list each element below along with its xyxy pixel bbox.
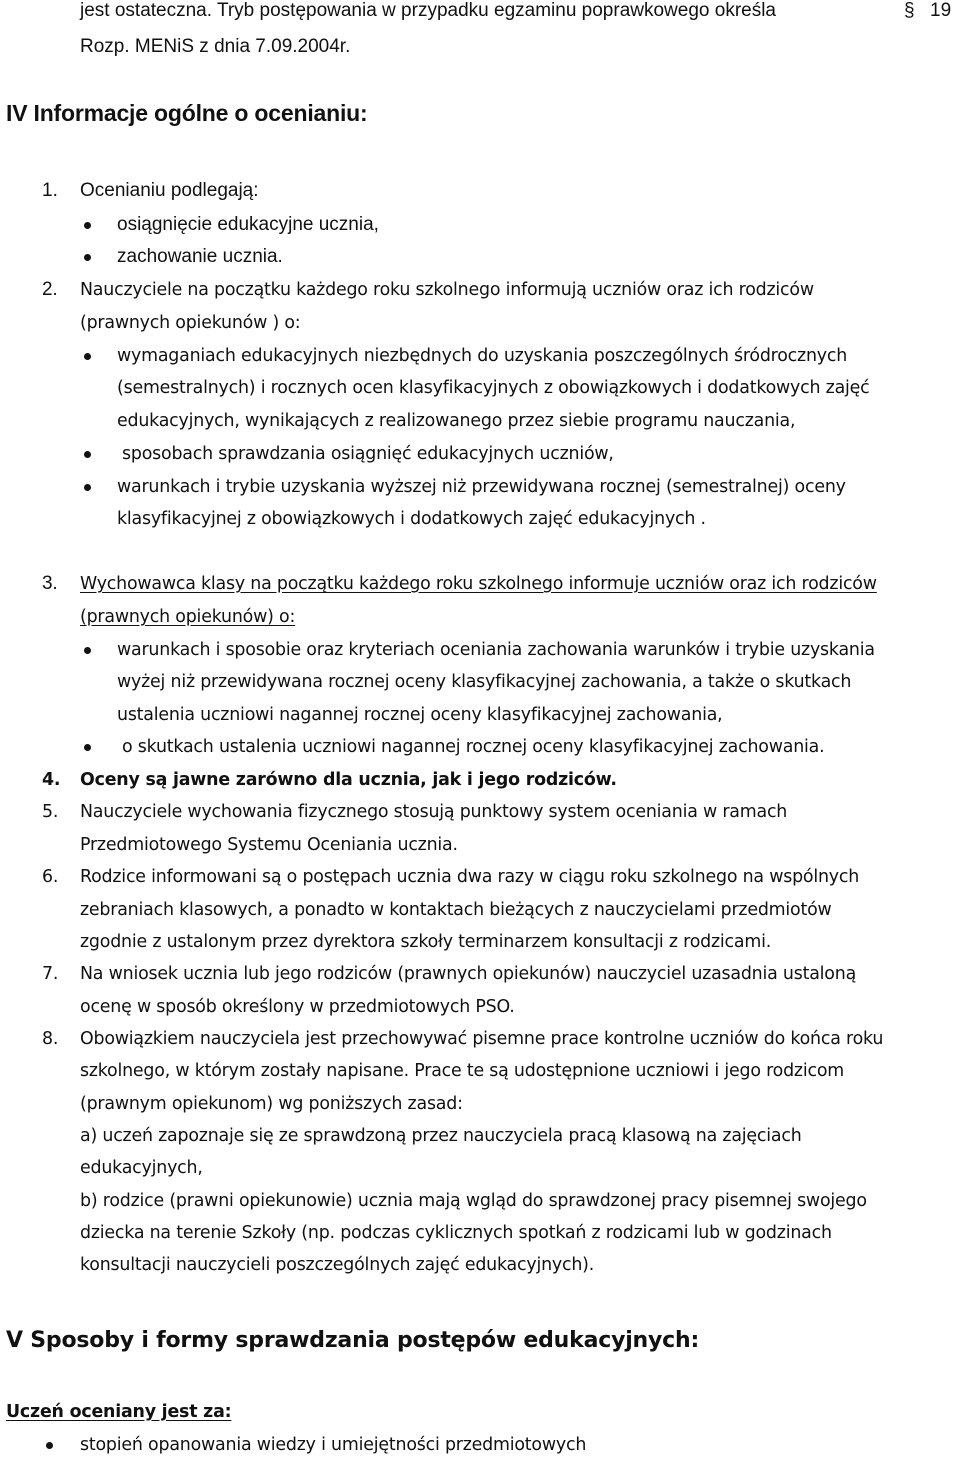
- paragraph-sign: §: [904, 0, 915, 21]
- bullet-icon: [46, 1442, 53, 1449]
- intro-text: jest ostateczna. Tryb postępowania w przypadku egzaminu poprawkowego określa: [80, 0, 776, 21]
- bullet-icon: [84, 484, 91, 491]
- bullet-icon: [84, 222, 91, 229]
- document-page: jest ostateczna. Tryb postępowania w przypadku egzaminu poprawkowego określa § 19 Rozp. MENiS z dnia 7.09.2004r. IV Informacje ogólne o ocenianiu: 1. Ocenianiu podlegają: osiągnięcie edukacyjne ucznia, zachowanie ucznia. 2. Nauczyciele na początku każdego roku szkolnego informują uczniów oraz ich rodziców (prawnych opiekunów ) o: wymaganiach edukacyjnych niezbędnych do uzyskania poszczególnych śródrocznych (semestralnych) i rocznych ocen klasyfikacyjnych z obowiązkowych i dodatkowych zajęć edukacyjnych, wynikających z realizowanego przez siebie programu nauczania, sposobach sprawdzania osiągnięć edukacyjnych uczniów, warunkach i trybie uzyskania wyższej niż przewidywana rocznej (semestralnej) oceny klasyfikacyjnej z obowiązkowych i dodatkowych zajęć edukacyjnych . 3. Wychowawca klasy na początku każdego roku szkolnego informuje uczniów oraz ich rodziców (prawnych opiekunów) o: warunkach i sposobie oraz kryteriach oceniania zachowania warunków i trybie uzyskania wyżej niż przewidywana rocznej oceny klasyfikacyjnej zachowania, a także o skutkach ustalenia uczniowi nagannej rocznej oceny klasyfikacyjnej zachowania, o skutkach ustalenia uczniowi nagannej rocznej oceny klasyfikacyjnej zachowania. 4. Oceny są jawne zarówno dla ucznia, jak i jego rodziców. 5. Nauczyciele wychowania fizycznego stosują punktowy system oceniania w ramach Przedmiotowego Systemu Oceniania ucznia. 6. Rodzice informowani są o postępach ucznia dwa razy w ciągu roku szkolnego na wspólnych zebraniach klasowych, a ponadto w kontaktach bieżących z nauczycielami przedmiotów zgodnie z ustalonym przez dyrektora szkoły terminarzem konsultacji z rodzicami. 7. Na wniosek ucznia lub jego rodziców (prawnych opiekunów) nauczyciel uzasadnia ustaloną ocenę w sposób określony w przedmiotowych PSO. 8. Obowiązkiem nauczyciela jest przechowywać pisemne prace kontrolne uczniów do końca roku szkolnego, w którym zostały napisane. Prace te są udostępnione uczniowi i jego rodzicom (prawnym opiekunom) wg poniższych zasad: a) uczeń zapoznaje się ze sprawdzoną przez nauczyciela pracą klasową na zajęciach edukacyjnych, b) rodzice (prawni opiekunowie) ucznia mają wgląd do sprawdzonej pracy pisemnej swojego dziecka na terenie Szkoły (np. podczas cyklicznych spotkań z rodzicami lub w godzinach konsultacji nauczycieli poszczególnych zajęć edukacyjnych). V Sposoby i formy sprawdzania postępów edukacyjnych: Uczeń oceniany jest za: stopień opanowania wiedzy i umiejętności przedmiotowych: [6, 0, 952, 1455]
- bullet-icon: [84, 353, 91, 360]
- bullet-icon: [84, 254, 91, 261]
- bullet-icon: [84, 647, 91, 654]
- bullet-icon: [84, 451, 91, 458]
- bullet-icon: [84, 744, 91, 751]
- paragraph-number: 19: [930, 0, 952, 21]
